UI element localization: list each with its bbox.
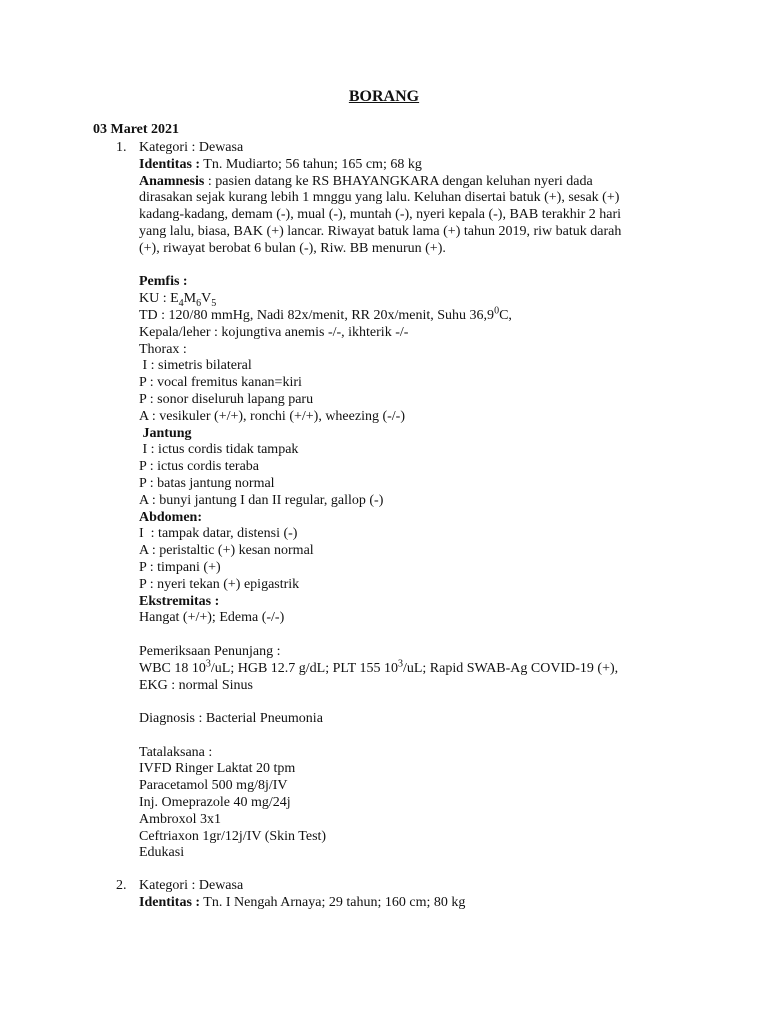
ekstremitas-line: Hangat (+/+); Edema (-/-) [139,610,285,626]
plt-exponent: 3 [397,658,403,670]
jantung-line: A : bunyi jantung I dan II regular, gallop (-) [139,492,384,508]
anamnesis-label: Anamnesis [139,173,205,189]
tatalaksana-item: Ceftriaxon 1gr/12j/IV (Skin Test) [139,828,327,844]
identitas-value: Tn. I Nengah Arnaya; 29 tahun; 160 cm; 80 kg [200,894,466,910]
thorax-line: I : simetris bilateral [139,358,252,374]
ku-v: V [201,291,212,307]
entry-1-number: 1. [116,140,127,155]
entry-2 [139,878,679,912]
jantung-line: I : ictus cordis tidak tampak [139,442,299,458]
pemfis-heading [139,274,679,291]
date-heading: 03 Maret 2021 [93,122,180,137]
ekg-line: EKG : normal Sinus [139,677,253,693]
ku-m: M [183,291,197,307]
identitas-line [139,157,679,174]
kepala-line: Kepala/leher : kojungtiva anemis -/-, ikhterik -/- [139,324,409,340]
jantung-label: Jantung [139,425,192,441]
diagnosis-line: Diagnosis : Bacterial Pneumonia [139,711,323,727]
anamnesis-text: : pasien datang ke RS BHAYANGKARA dengan keluhan nyeri dada [204,173,593,189]
kategori-line: Kategori : Dewasa [139,140,244,155]
tatalaksana-item: Edukasi [139,845,185,861]
penunjang-line [139,658,679,678]
jantung-line: P : batas jantung normal [139,475,275,491]
entry-1 [139,140,679,862]
rapid-swab-text: /uL; Rapid SWAB-Ag COVID-19 (+), [402,660,619,676]
anamnesis-line: yang lalu, biasa, BAK (+) lancar. Riwayat batuk lama (+) tahun 2019, riw batuk darah [139,223,622,239]
abdomen-label: Abdomen: [139,509,203,525]
ekstremitas-heading [139,594,679,611]
tatalaksana-item: Paracetamol 500 mg/8j/IV [139,778,288,794]
thorax-line: P : vocal fremitus kanan=kiri [139,375,302,391]
wbc-exponent: 3 [205,658,211,670]
ku-e-value: 4 [178,297,184,309]
anamnesis-line: (+), riwayat berobat 6 bulan (-), Riw. BB menurun (+). [139,240,446,256]
abdomen-line: A : peristaltic (+) kesan normal [139,543,314,559]
jantung-heading [139,426,679,443]
ku-m-value: 6 [196,297,202,309]
anamnesis-line: kadang-kadang, demam (-), mual (-), muntah (-), nyeri kepala (-), BAB terakhir 2 hari [139,207,622,223]
vital-signs-text: TD : 120/80 mmHg, Nadi 82x/menit, RR 20x/menit, Suhu 36,9 [139,307,495,323]
vital-signs-tail: C, [499,307,512,323]
identitas-line [139,895,679,912]
thorax-line: P : sonor diseluruh lapang paru [139,391,314,407]
anamnesis-line: dirasakan sejak kurang lebih 1 mnggu yang lalu. Keluhan disertai batuk (+), sesak (+) [139,190,620,206]
thorax-line: A : vesikuler (+/+), ronchi (+/+), wheezing (-/-) [139,408,405,424]
pemfis-label: Pemfis : [139,274,188,290]
tatalaksana-item: IVFD Ringer Laktat 20 tpm [139,761,296,777]
abdomen-line: P : timpani (+) [139,559,221,575]
abdomen-line: P : nyeri tekan (+) epigastrik [139,576,300,592]
tatalaksana-item: Ambroxol 3x1 [139,811,222,827]
thorax-heading: Thorax : [139,341,187,357]
jantung-line: P : ictus cordis teraba [139,459,260,475]
tatalaksana-heading: Tatalaksana : [139,744,213,760]
ku-prefix: KU : E [139,291,179,307]
ku-line [139,291,679,308]
penunjang-heading: Pemeriksaan Penunjang : [139,643,281,659]
abdomen-heading [139,510,679,527]
anamnesis-line [139,174,679,191]
hgb-plt-text: /uL; HGB 12.7 g/dL; PLT 155 10 [210,660,398,676]
vital-signs-line [139,305,679,325]
identitas-value: Tn. Mudiarto; 56 tahun; 165 cm; 68 kg [200,156,422,172]
identitas-label: Identitas : [139,894,201,910]
degree-sup: 0 [494,305,500,317]
ekstremitas-label: Ekstremitas : [139,593,220,609]
entry-2-number: 2. [116,878,127,893]
abdomen-line: I : tampak datar, distensi (-) [139,526,298,542]
identitas-label: Identitas : [139,156,201,172]
tatalaksana-item: Inj. Omeprazole 40 mg/24j [139,795,291,811]
document-title: BORANG [348,88,420,105]
wbc-text: WBC 18 10 [139,660,206,676]
ku-v-value: 5 [211,297,217,309]
kategori-line: Kategori : Dewasa [139,878,244,893]
